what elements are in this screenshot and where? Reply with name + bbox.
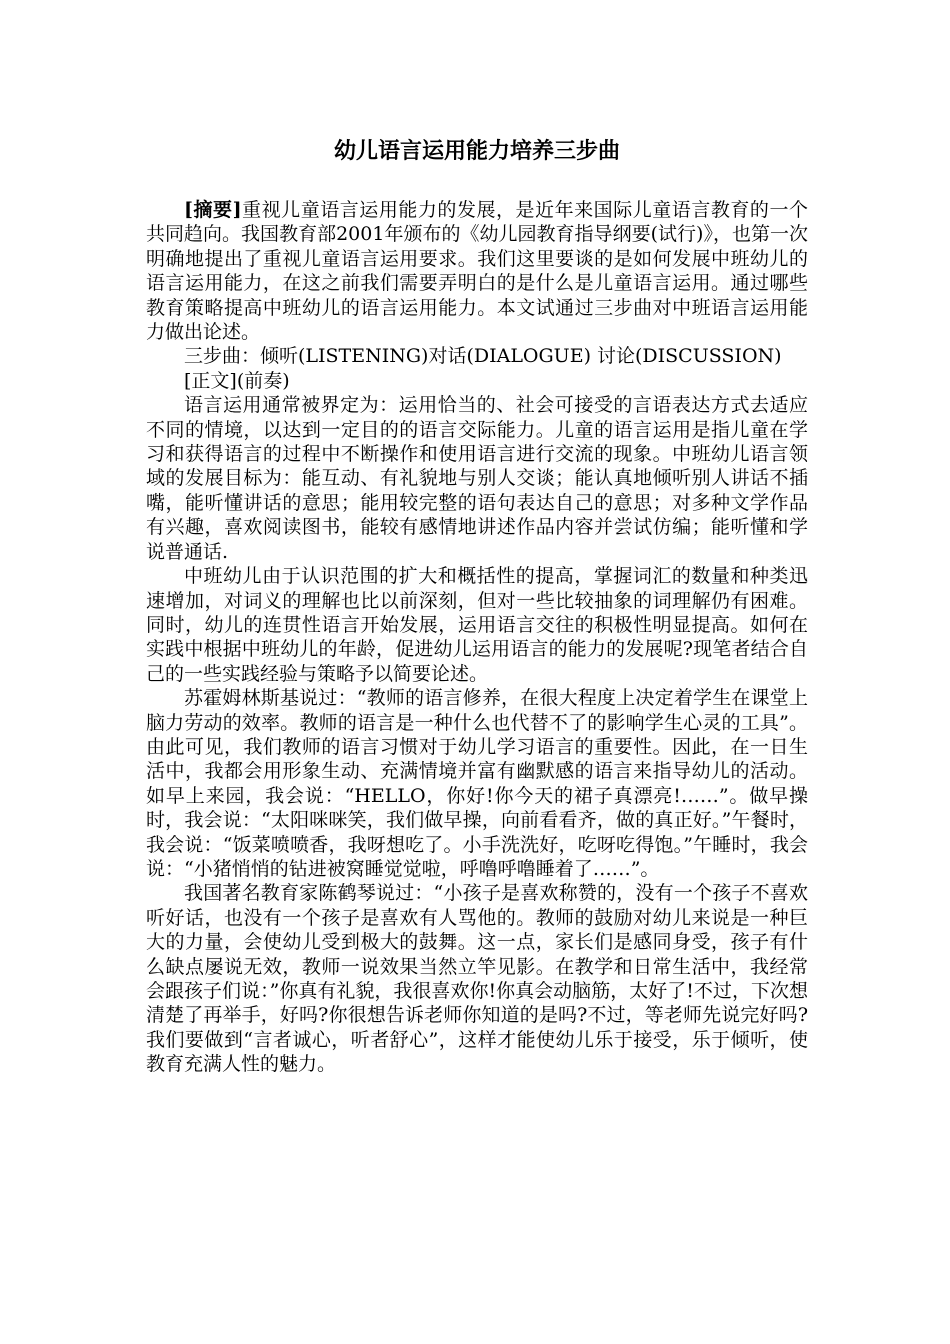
body-paragraph: 我国著名教育家陈鹤琴说过：“小孩子是喜欢称赞的，没有一个孩子不喜欢听好话，也没有一个孩子是喜欢有人骂他的。教师的鼓励对幼儿来说是一种巨大的力量，会使幼儿受到极大的鼓舞。这一点，家长们是感同身受，孩子有什么缺点屡说无效，教师一说效果当然立竿见影。在教学和日常生活中，我经常会跟孩子们说：”你真有礼貌，我很喜欢你!你真会动脑筋，太好了!不过，下次想清楚了再举手，好吗?你很想告诉老师你知道的是吗?不过，等老师先说完好吗?我们要做到“言者诚心，听者舒心”，这样才能使幼儿乐于接受，乐于倾听，使教育充满人性的魅力。 xyxy=(146,882,808,1076)
body-paragraph: 中班幼儿由于认识范围的扩大和概括性的提高，掌握词汇的数量和种类迅速增加，对词义的理解也比以前深刻，但对一些比较抽象的词理解仍有困难。同时，幼儿的连贯性语言开始发展，运用语言交往的积极性明显提高。如何在实践中根据中班幼儿的年龄，促进幼儿运用语言的能力的发展呢?现笔者结合自己的一些实践经验与策略予以简要论述。 xyxy=(146,565,808,685)
document-body xyxy=(146,198,808,1077)
document-title: 幼儿语言运用能力培养三步曲 xyxy=(333,139,620,164)
abstract-paragraph xyxy=(146,198,808,344)
steps-line: 三步曲：倾听(LISTENING)对话(DIALOGUE) 讨论(DISCUSSION) xyxy=(184,345,782,368)
body-paragraph: 语言运用通常被界定为：运用恰当的、社会可接受的言语表达方式去适应不同的情境，以达到一定目的的语言交际能力。儿童的语言运用是指儿童在学习和获得语言的过程中不断操作和使用语言进行交流的现象。中班幼儿语言领域的发展目标为：能互动、有礼貌地与别人交谈；能认真地倾听别人讲话不插嘴，能听懂讲话的意思；能用较完整的语句表达自己的意思；对多种文学作品有兴趣，喜欢阅读图书，能较有感情地讲述作品内容并尝试仿编；能听懂和学说普通话. xyxy=(146,394,808,563)
abstract-text: 重视儿童语言运用能力的发展，是近年来国际儿童语言教育的一个共同趋向。我国教育部2001年颁布的《幼儿园教育指导纲要(试行)》，也第一次明确地提出了重视儿童语言运用要求。我们这里要谈的是如何发展中班幼儿的语言运用能力，在这之前我们需要弄明白的是什么是儿童语言运用。通过哪些教育策略提高中班幼儿的语言运用能力。本文试通过三步曲对中班语言运用能力做出论述。 xyxy=(146,199,808,344)
document-page xyxy=(146,0,808,1344)
abstract-label: [摘要] xyxy=(184,199,242,221)
body-paragraph: 苏霍姆林斯基说过：“教师的语言修养，在很大程度上决定着学生在课堂上脑力劳动的效率。教师的语言是一种什么也代替不了的影响学生心灵的工具”。由此可见，我们教师的语言习惯对于幼儿学习语言的重要性。因此，在一日生活中，我都会用形象生动、充满情境并富有幽默感的语言来指导幼儿的活动。如早上来园，我会说：“HELLO，你好!你今天的裙子真漂亮!……”。做早操时，我会说：“太阳咪咪笑，我们做早操，向前看看齐，做的真正好。”午餐时，我会说：“饭菜喷喷香，我呀想吃了。小手洗洗好，吃呀吃得饱。”午睡时，我会说：“小猪悄悄的钻进被窝睡觉觉啦，呼噜呼噜睡着了……”。 xyxy=(146,687,808,880)
section-line: [正文](前奏) xyxy=(184,369,290,392)
